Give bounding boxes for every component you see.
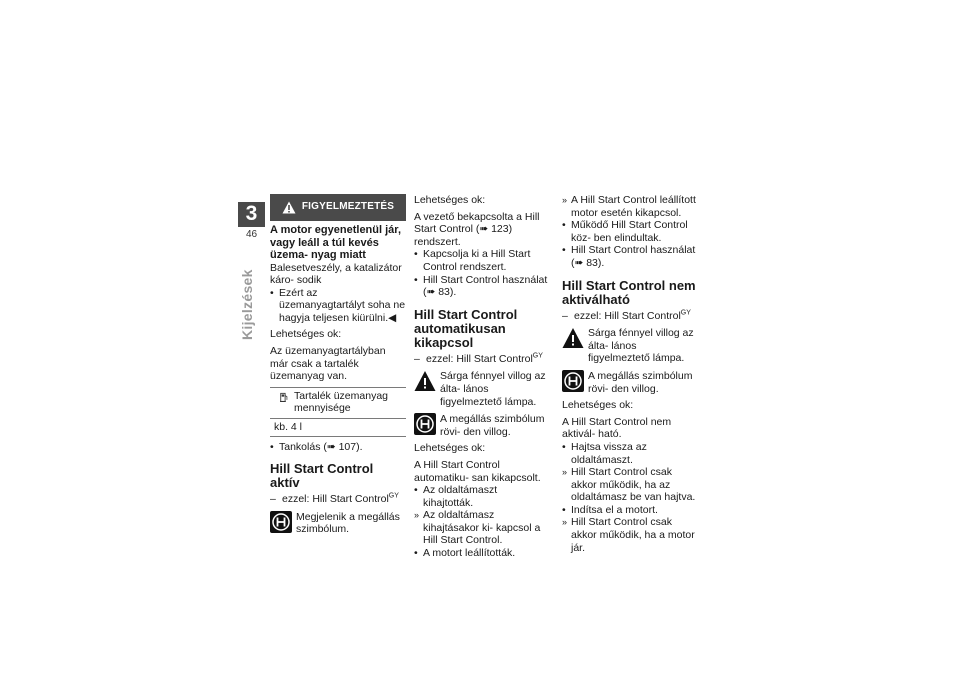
list-item: » Hill Start Control csak akkor működik, ha a motor jár. xyxy=(562,516,698,554)
list-item: » Hill Start Control csak akkor működik, ha az oldaltámasz be van hajtva. xyxy=(562,466,698,504)
list-item: » Az oldaltámasz kihajtásakor ki- kapcsol a Hill Start Control. xyxy=(414,509,550,547)
chapter-number: 3 xyxy=(238,202,265,227)
fuel-pump-icon xyxy=(280,390,288,404)
possible-cause-text: A vezető bekapcsolta a Hill Start Control (➠ 123) rendszert. xyxy=(414,210,540,248)
list-item: • Ezért az üzemanyagtartályt soha ne hagyja teljesen kiürülni.◀ xyxy=(270,287,406,325)
page-number: 46 xyxy=(245,229,258,240)
possible-cause-text: A Hill Start Control automatiku- san kikapcsolt. xyxy=(414,458,541,484)
list-item: • Tankolás (➠ 107). xyxy=(270,441,406,454)
hill-start-h-icon xyxy=(270,511,292,533)
section-title: Hill Start Control automatikusan kikapcsol xyxy=(414,306,518,350)
equipment-line: – ezzel: Hill Start Control$^{GY}$ xyxy=(562,309,691,322)
equipment-label: ezzel: Hill Start Control xyxy=(282,493,389,506)
equipment-sup: GY xyxy=(532,352,543,360)
list-item: • Kapcsolja ki a Hill Start Control rendszert. xyxy=(414,248,550,273)
note-text: A megállás szimbólum rövi- den villog. xyxy=(440,413,545,438)
list-item: • Indítsa el a motort. xyxy=(562,504,698,517)
possible-cause-text: Az üzemanyagtartályban már csak a tartalék üzemanyag van. xyxy=(270,345,386,383)
list-item: • Működő Hill Start Control köz- ben elindultak. xyxy=(562,219,698,244)
possible-cause-label: Lehetséges ok: xyxy=(414,442,486,455)
note-row xyxy=(270,511,406,536)
cause-list xyxy=(562,441,698,554)
possible-cause-label: Lehetséges ok: xyxy=(270,328,342,341)
hill-start-h-icon xyxy=(562,370,584,392)
warning-triangle-icon xyxy=(414,370,436,392)
warning-heading: A motor egyenetlenül jár, vagy leáll a túl kevés üzema- nyag miatt xyxy=(270,224,402,261)
note-row xyxy=(562,370,698,395)
equipment-label: ezzel: Hill Start Control xyxy=(574,309,681,322)
chapter-label: Kijelzések xyxy=(239,269,255,340)
note-row xyxy=(414,413,550,438)
possible-cause-label: Lehetséges ok: xyxy=(414,194,486,206)
warning-triangle-icon xyxy=(562,327,584,349)
list-item: • Az oldaltámaszt kihajtották. xyxy=(414,484,550,509)
equipment-sup: GY xyxy=(388,492,399,500)
note-row xyxy=(414,370,550,408)
list-item: • Hill Start Control használat (➠ 83). xyxy=(414,274,550,299)
section-title: Hill Start Control aktív xyxy=(270,461,374,491)
column-3 xyxy=(562,194,698,554)
note-row xyxy=(562,327,698,365)
note-text: A megállás szimbólum rövi- den villog. xyxy=(588,369,693,395)
column-1 xyxy=(270,194,406,536)
hill-start-h-icon xyxy=(414,413,436,435)
refuel-list xyxy=(270,441,406,454)
warning-body: Balesetveszély, a katalizátor káro- sodik xyxy=(270,261,402,287)
cause-list xyxy=(414,484,550,560)
equipment-sup: GY xyxy=(680,309,691,317)
spec-header-row xyxy=(270,388,406,419)
warning-box xyxy=(270,194,406,221)
equipment-line: – ezzel: Hill Start Control$^{GY}$ xyxy=(270,492,399,506)
spec-header: Tartalék üzemanyag mennyisége xyxy=(294,389,388,415)
warning-title: FIGYELMEZTETÉS xyxy=(301,201,395,213)
list-item: • A motort leállították. xyxy=(414,547,550,560)
spec-table xyxy=(270,387,406,437)
equipment-label: ezzel: Hill Start Control xyxy=(426,352,533,365)
spec-value: kb. 4 l xyxy=(274,421,303,434)
possible-cause-label: Lehetséges ok: xyxy=(562,399,634,412)
note-text: Sárga fénnyel villog az álta- lános figyelmeztető lámpa. xyxy=(588,327,694,365)
warning-list xyxy=(270,287,406,325)
list-item: • Hill Start Control használat (➠ 83). xyxy=(562,244,698,269)
section-title: Hill Start Control nem aktiválható xyxy=(562,277,696,307)
note-text: Sárga fénnyel villog az álta- lános figyelmeztető lámpa. xyxy=(440,370,546,408)
column-2 xyxy=(414,194,550,560)
chapter-tab xyxy=(238,202,265,242)
list-item: • Hajtsa vissza az oldaltámaszt. xyxy=(562,441,698,466)
cause-list-top xyxy=(562,194,698,270)
action-list xyxy=(414,248,550,298)
note-text: Megjelenik a megállás szimbólum. xyxy=(296,510,400,536)
warning-triangle-icon xyxy=(282,201,296,214)
equipment-line: – ezzel: Hill Start Control$^{GY}$ xyxy=(414,352,543,365)
list-item: » A Hill Start Control leállított motor esetén kikapcsol. xyxy=(562,194,698,219)
possible-cause-text: A Hill Start Control nem aktivál- ható. xyxy=(562,415,672,441)
